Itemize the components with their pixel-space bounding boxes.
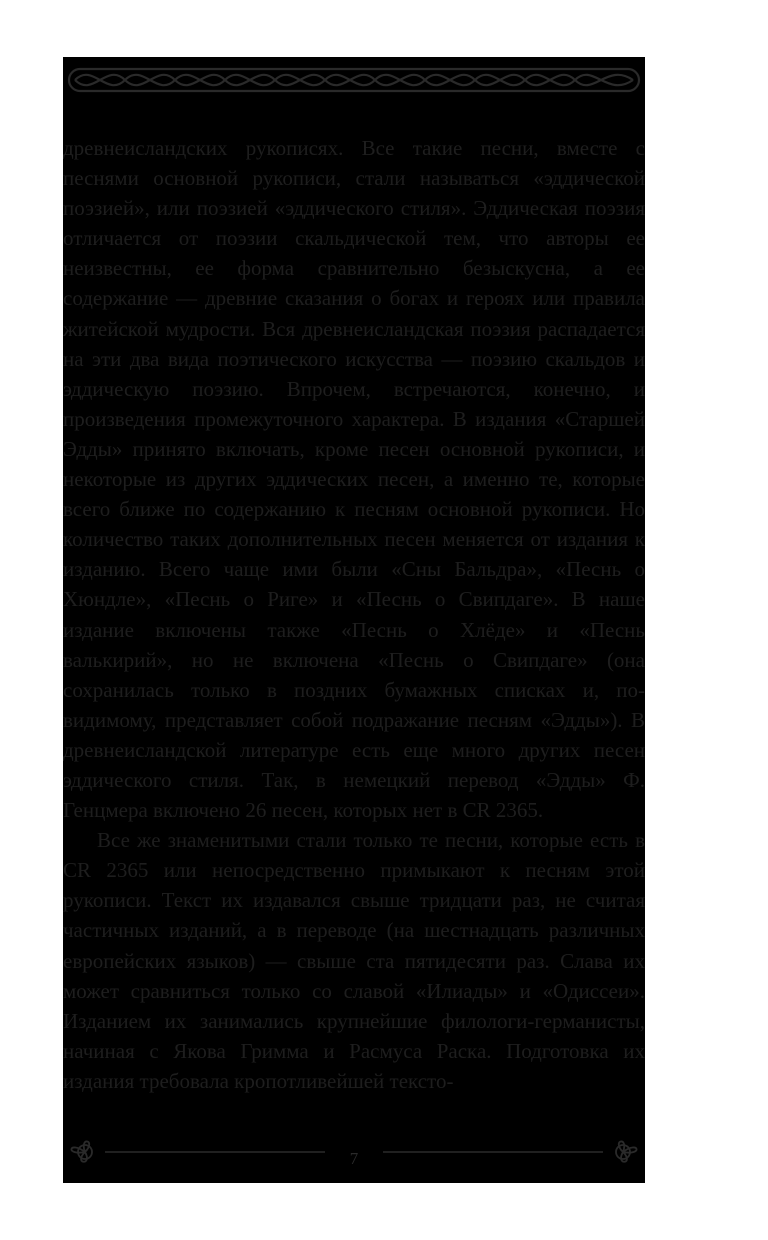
book-page [63, 57, 645, 1183]
celtic-knot-border-icon [63, 57, 645, 117]
paragraph-1: древнеисландских рукописях. Все такие песни, вместе с песнями основной рукописи, стали называться «эддической поэзией», или поэзией «эддического стиля». Эддическая поэзия отличается от поэзии скальдической тем, что авторы ее неизвестны, ее форма сравнительно безыскусна, а ее содержание — древние сказания о богах и героях или правила житейской мудрости. Вся древнеисландская поэзия распадается на эти два вида поэтического искусства — поэзию скальдов и эддическую поэзию. Впрочем, встречаются, конечно, и произведения промежуточного характера. В издания «Старшей Эдды» принято включать, кроме песен основной рукописи, и некоторые из других эддических песен, а именно те, которые всего ближе по содержанию к песням основной рукописи. Но количество таких дополнительных песен меняется от издания к изданию. Всего чаще ими были «Сны Бальдра», «Песнь о Хюндле», «Песнь о Риге» и «Песнь о Свипдаге». В наше издание включены также «Песнь о Хлёде» и «Песнь валькирий», но не включена «Песнь о Свипдаге» (она сохранилась только в поздних бумажных списках и, по-видимому, представляет собой подражание песням «Эдды»). В древнеисландской литературе есть еще много других песен эддического стиля. Так, в немецкий перевод «Эдды» Ф. Генцмера включено 26 песен, которых нет в CR 2365. [63, 136, 645, 823]
body-text [63, 133, 645, 1096]
paragraph-2: Все же знаменитыми стали только те песни, которые есть в CR 2365 или непосредственно примыкают к песням этой рукописи. Текст их издавался свыше тридцати раз, не считая частичных изданий, а в переводе (на шестнадцать различных европейских языков) — свыше ста пятидесяти раз. Слава их может сравниться только со славой «Илиады» и «Одиссеи». Изданием их занимались крупнейшие филологи-германисты, начиная с Якова Гримма и Расмуса Раска. Подготовка их издания требовала кропотливейшей тексто- [63, 828, 645, 1093]
page-number: 7 [349, 1149, 359, 1168]
